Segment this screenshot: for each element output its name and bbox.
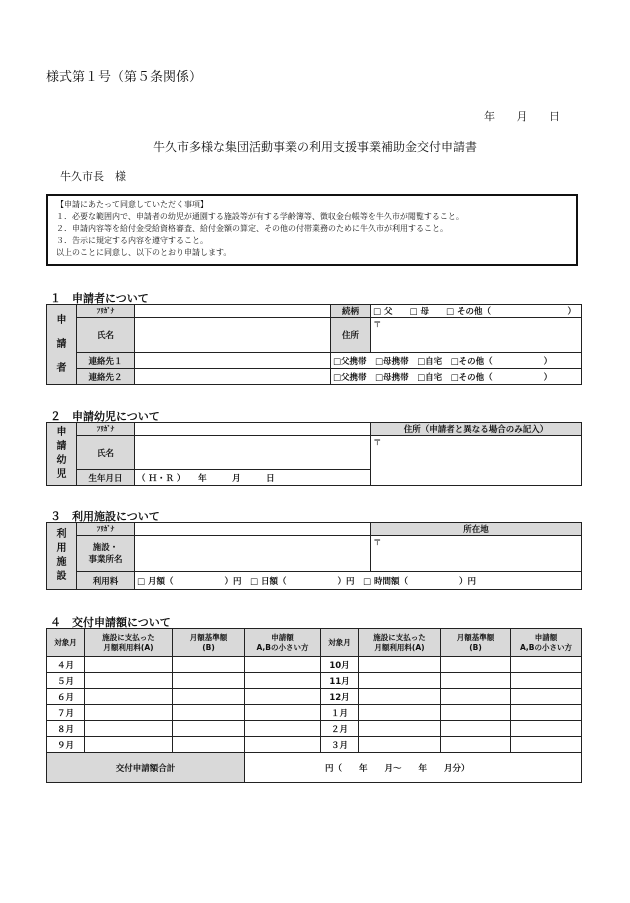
section2-heading: ２ 申請幼児について (50, 410, 160, 423)
amount-cell[interactable] (245, 657, 321, 673)
child-address-field[interactable] (371, 436, 582, 486)
amount-cell[interactable] (441, 657, 511, 673)
consent-heading: 【申請にあたって同意していただく事項】 (56, 200, 208, 209)
location-header: 所在地 (371, 523, 582, 536)
amount-cell[interactable] (359, 657, 441, 673)
consent-box (46, 194, 578, 266)
header-month: 対象月 (47, 629, 85, 657)
facility-name-field[interactable] (135, 536, 371, 572)
postal-mark: 〒 (373, 538, 382, 548)
month-cell: 11月 (321, 673, 359, 689)
header-claim: 申請額 A,Bの小さい方 (511, 629, 582, 657)
amount-cell[interactable] (245, 721, 321, 737)
consent-item: ２．申請内容等を給付金受給資格審査、給付金額の算定、その他の付帯業務のために牛久市が利用すること。 (56, 224, 448, 233)
amount-cell[interactable] (441, 673, 511, 689)
facility-name-label: 施設・ 事業所名 (77, 536, 135, 572)
facility-side-label: 利 用 施 設 (47, 523, 77, 590)
date-month: 月 (516, 110, 528, 123)
amount-cell[interactable] (173, 657, 245, 673)
table-row (47, 673, 582, 689)
amount-cell[interactable] (359, 737, 441, 753)
amount-cell[interactable] (441, 705, 511, 721)
consent-item: ３．告示に規定する内容を遵守すること。 (56, 236, 208, 245)
consent-closing: 以上のことに同意し、以下のとおり申請します。 (56, 248, 232, 257)
birth-field[interactable]: （ Ｈ・Ｒ ） 年 月 日 (135, 470, 371, 486)
amount-cell[interactable] (173, 689, 245, 705)
section1-heading: １ 申請者について (50, 292, 149, 305)
facility-furigana-label: ﾌﾘｶﾞﾅ (77, 523, 135, 536)
contact2-field[interactable] (135, 369, 331, 385)
amount-table (46, 628, 582, 783)
amount-cell[interactable] (359, 673, 441, 689)
child-table (46, 422, 582, 486)
amount-cell[interactable] (173, 721, 245, 737)
facility-furigana-field[interactable] (135, 523, 371, 536)
amount-cell[interactable] (85, 721, 173, 737)
table-row (47, 705, 582, 721)
addressee: 牛久市長 様 (60, 170, 126, 183)
postal-mark: 〒 (373, 438, 382, 448)
amount-cell[interactable] (245, 705, 321, 721)
amount-cell[interactable] (511, 673, 582, 689)
address-field[interactable] (371, 318, 582, 353)
amount-cell[interactable] (173, 705, 245, 721)
child-name-field[interactable] (135, 436, 371, 470)
form-number: 様式第１号（第５条関係） (46, 70, 203, 85)
birth-label: 生年月日 (77, 470, 135, 486)
month-cell: 10月 (321, 657, 359, 673)
amount-cell[interactable] (85, 705, 173, 721)
month-cell: ５月 (47, 673, 85, 689)
amount-cell[interactable] (441, 721, 511, 737)
contact2-options[interactable]: □父携帯 □母携帯 □自宅 □その他（ ） (331, 369, 582, 385)
month-cell: ７月 (47, 705, 85, 721)
table-row (47, 657, 582, 673)
consent-item: １．必要な範囲内で、申請者の幼児が通園する施設等が有する学齢簿等、徴収金台帳等を牛久市が閲覧すること。 (56, 212, 464, 221)
header-paid: 施設に支払った 月額利用料(A) (359, 629, 441, 657)
applicant-name-label: 氏名 (77, 318, 135, 353)
applicant-side-label: 申 請 者 (47, 305, 77, 385)
amount-cell[interactable] (359, 689, 441, 705)
relation-label: 続柄 (331, 305, 371, 318)
relation-options[interactable]: □ 父 □ 母 □ その他（ ） (371, 305, 582, 318)
amount-cell[interactable] (511, 737, 582, 753)
child-side-label: 申 請 幼 児 (47, 423, 77, 486)
table-row (47, 721, 582, 737)
amount-cell[interactable] (511, 689, 582, 705)
amount-cell[interactable] (245, 689, 321, 705)
header-base: 月額基準額 (B) (441, 629, 511, 657)
month-cell: ８月 (47, 721, 85, 737)
page-title: 牛久市多様な集団活動事業の利用支援事業補助金交付申請書 (152, 140, 477, 154)
child-name-label: 氏名 (77, 436, 135, 470)
contact1-label: 連絡先１ (77, 353, 135, 369)
header-claim: 申請額 A,Bの小さい方 (245, 629, 321, 657)
amount-cell[interactable] (85, 657, 173, 673)
amount-cell[interactable] (359, 705, 441, 721)
contact2-label: 連絡先２ (77, 369, 135, 385)
total-label: 交付申請額合計 (47, 753, 245, 783)
total-field[interactable]: 円（ 年 月～ 年 月分） (245, 753, 582, 783)
child-address-header: 住所（申請者と異なる場合のみ記入） (371, 423, 582, 436)
fee-options[interactable]: □ 月額（ ）円 □ 日額（ ）円 □ 時間額（ ）円 (135, 572, 582, 590)
section4-heading: ４ 交付申請額について (50, 616, 171, 629)
month-cell: １月 (321, 705, 359, 721)
amount-cell[interactable] (511, 721, 582, 737)
facility-table (46, 522, 582, 590)
date-year: 年 (484, 110, 495, 123)
address-label: 住所 (331, 318, 371, 353)
contact1-options[interactable]: □父携帯 □母携帯 □自宅 □その他（ ） (331, 353, 582, 369)
month-cell: ４月 (47, 657, 85, 673)
amount-cell[interactable] (359, 721, 441, 737)
section3-heading: ３ 利用施設について (50, 510, 160, 523)
header-paid: 施設に支払った 月額利用料(A) (85, 629, 173, 657)
total-row (47, 753, 582, 783)
contact1-field[interactable] (135, 353, 331, 369)
child-furigana-field[interactable] (135, 423, 371, 436)
month-cell: ３月 (321, 737, 359, 753)
date-line (484, 108, 578, 124)
table-row (47, 737, 582, 753)
applicant-table (46, 304, 582, 385)
amount-cell[interactable] (441, 689, 511, 705)
header-base: 月額基準額 (B) (173, 629, 245, 657)
applicant-furigana-field[interactable] (135, 305, 331, 318)
child-furigana-label: ﾌﾘｶﾞﾅ (77, 423, 135, 436)
month-cell: ２月 (321, 721, 359, 737)
month-cell: ９月 (47, 737, 85, 753)
date-day: 日 (549, 110, 560, 123)
header-month: 対象月 (321, 629, 359, 657)
amount-cell[interactable] (173, 737, 245, 753)
amount-cell[interactable] (85, 673, 173, 689)
amount-cell[interactable] (511, 705, 582, 721)
applicant-name-field[interactable] (135, 318, 331, 353)
amount-cell[interactable] (85, 689, 173, 705)
month-cell: ６月 (47, 689, 85, 705)
amount-cell[interactable] (245, 737, 321, 753)
applicant-furigana-label: ﾌﾘｶﾞﾅ (77, 305, 135, 318)
month-cell: 12月 (321, 689, 359, 705)
amount-cell[interactable] (511, 657, 582, 673)
amount-cell[interactable] (245, 673, 321, 689)
fee-label: 利用料 (77, 572, 135, 590)
amount-cell[interactable] (173, 673, 245, 689)
postal-mark: 〒 (373, 320, 382, 330)
table-row (47, 689, 582, 705)
amount-cell[interactable] (441, 737, 511, 753)
amount-cell[interactable] (85, 737, 173, 753)
location-field[interactable] (371, 536, 582, 572)
